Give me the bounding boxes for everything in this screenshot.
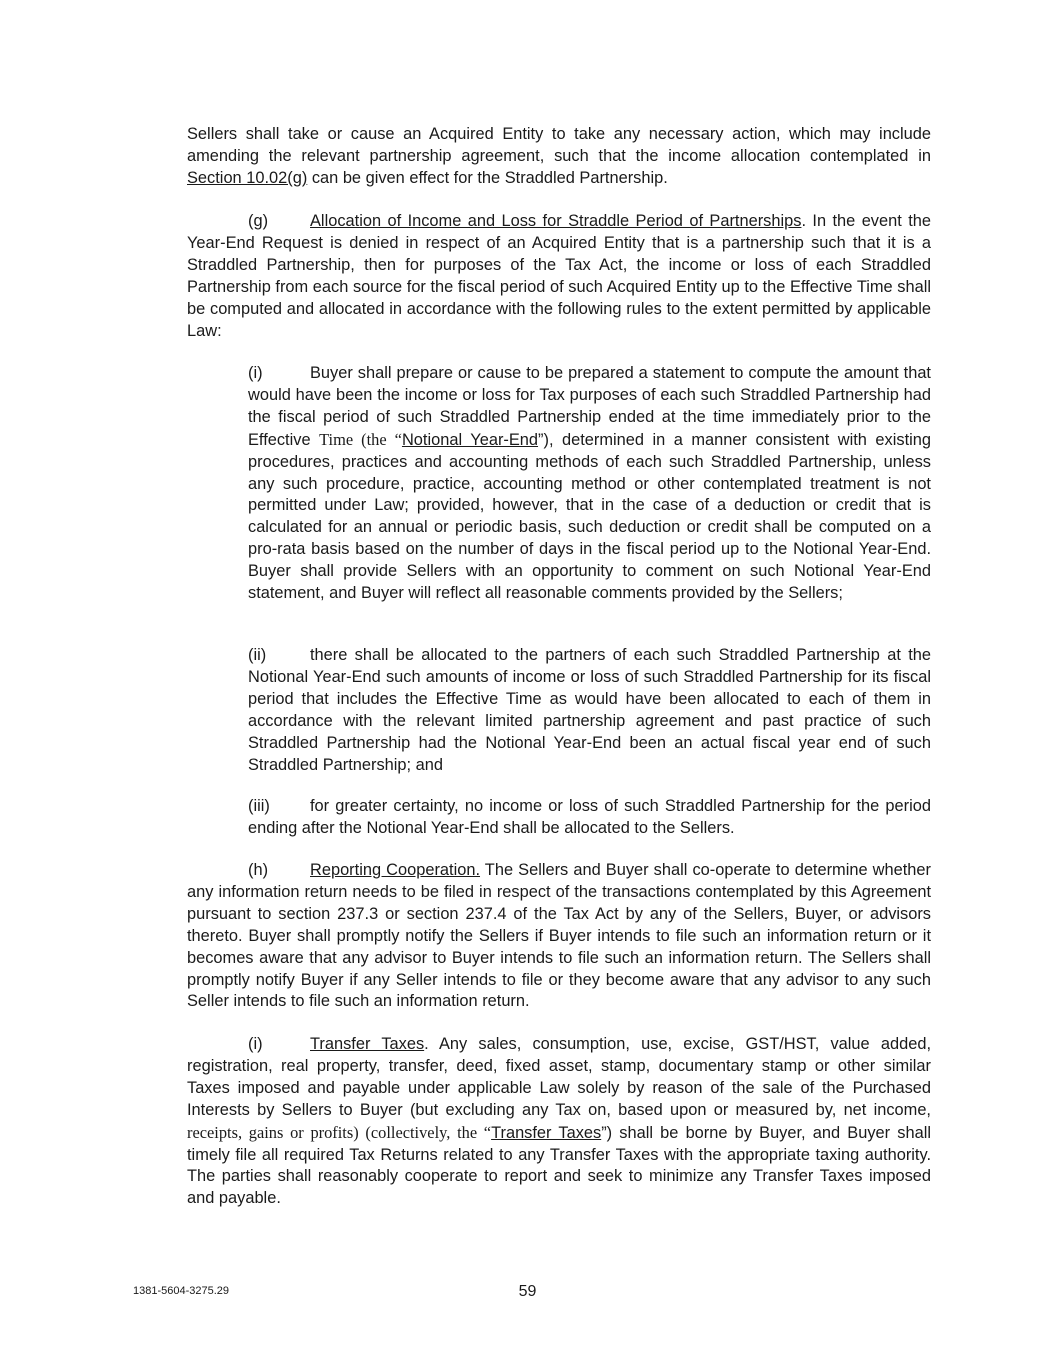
paragraph-g: [187, 211, 931, 342]
intro-text-2: can be given effect for the Straddled Partnership.: [307, 168, 668, 187]
paragraph-g-ii-text: there shall be allocated to the partners of each such Straddled Partnership at the Notional Year-End such amounts of income or loss of such Straddled Partnership for its fiscal period that includes the Effective Time as would have been allocated to each of them in accordance with the relevant limited partnership agreement and past practice of such Straddled Partnership had the Notional Year-End been an actual fiscal year end of such Straddled Partnership; and: [248, 646, 931, 774]
paragraph-h-label: (h): [248, 861, 269, 879]
paragraph-g-i: [248, 363, 931, 605]
paragraph-g-iii-text: for greater certainty, no income or loss of such Straddled Partnership for the period ending after the Notional Year-End shall be allocated to the Sellers.: [248, 797, 931, 837]
paragraph-i-serif-text: receipts, gains or profits) (collectively, the “: [187, 1122, 492, 1142]
paragraph-intro: [187, 124, 931, 190]
paragraph-g-i-text-2: ”), determined in a manner consistent with existing procedures, practices and accounting methods of each such Straddled Partnership, unless any such procedure, practice, accounting method or other contemplated treatment is not permitted under Law; provided, however, that in the case of a deduction or credit that is calculated for an annual or periodic basis, such deduction or credit shall be computed on a pro-rata basis based on the number of days in the fiscal period up to the Notional Year-End. Buyer shall provide Sellers with an opportunity to comment on such Notional Year-End statement, and Buyer will reflect all reasonable comments provided by the Sellers;: [248, 430, 932, 603]
paragraph-i-label: (i): [248, 1035, 263, 1053]
paragraph-g-i-serif-text: Time (the “: [319, 429, 402, 449]
paragraph-g-iii: [248, 796, 931, 840]
paragraph-h-text: The Sellers and Buyer shall co-operate to determine whether any information return needs to be filed in respect of the transactions contemplated by this Agreement pursuant to section 237.3 or section 237.4 of the Tax Act by any of the Sellers, Buyer, or advisors thereto. Buyer shall promptly notify the Sellers if Buyer intends to file such an information return or it becomes aware that any advisor to Buyer intends to file such an information return. The Sellers shall promptly notify Buyer if any Seller intends to file or they become aware that any advisor to any such Seller intends to file such an information return.: [187, 861, 931, 1011]
paragraph-h-heading: Reporting Cooperation.: [310, 861, 481, 879]
paragraph-g-i-label: (i): [248, 364, 263, 382]
paragraph-g-label: (g): [248, 212, 269, 230]
defined-term-transfer-taxes: Transfer Taxes: [491, 1123, 602, 1142]
document-id: 1381-5604-3275.29: [133, 1285, 230, 1297]
defined-term-notional-year-end: Notional Year-End: [401, 430, 539, 449]
section-reference: Section 10.02(g): [187, 168, 308, 187]
paragraph-h: [187, 860, 931, 1013]
paragraph-g-iii-label: (iii): [248, 797, 270, 815]
paragraph-g-heading: Allocation of Income and Loss for Straddle Period of Partnerships: [310, 212, 802, 230]
paragraph-g-text: . In the event the Year-End Request is denied in respect of an Acquired Entity that is a partnership such that it is a Straddled Partnership, then for purposes of the Tax Act, the income or loss of each Straddled Partnership from each source for the fiscal period of such Acquired Entity up to the Effective Time shall be computed and allocated in accordance with the following rules to the extent permitted by applicable Law:: [187, 212, 931, 340]
paragraph-g-i-text-1: Buyer shall prepare or cause to be prepared a statement to compute the amount that would have been the income or loss for Tax purposes of each such Straddled Partnership had the fiscal period of such Straddled Partnership ended at the time immediately prior to the Effective: [248, 364, 931, 449]
paragraph-i-text-1: . Any sales, consumption, use, excise, GST/HST, value added, registration, real property, transfer, deed, fixed asset, stamp, documentary stamp or other similar Taxes imposed and payable under applicable Law solely by reason of the sale of the Purchased Interests by Sellers to Buyer (but excluding any Tax on, based upon or measured by, net income,: [187, 1035, 931, 1119]
paragraph-g-ii-label: (ii): [248, 646, 267, 664]
paragraph-i-text-2: ”) shall be borne by Buyer, and Buyer shall timely file all required Tax Returns related to any Transfer Taxes with the appropriate taxing authority. The parties shall reasonably cooperate to report and seek to minimize any Transfer Taxes imposed and payable.: [187, 1123, 931, 1208]
paragraph-i-heading: Transfer Taxes: [310, 1035, 425, 1053]
page-number: 59: [518, 1283, 537, 1300]
paragraph-g-ii: [248, 645, 931, 776]
paragraph-i: [187, 1034, 931, 1210]
intro-text-1: Sellers shall take or cause an Acquired Entity to take any necessary action, which may include amending the relevant partnership agreement, such that the income allocation contemplated in: [187, 125, 931, 165]
